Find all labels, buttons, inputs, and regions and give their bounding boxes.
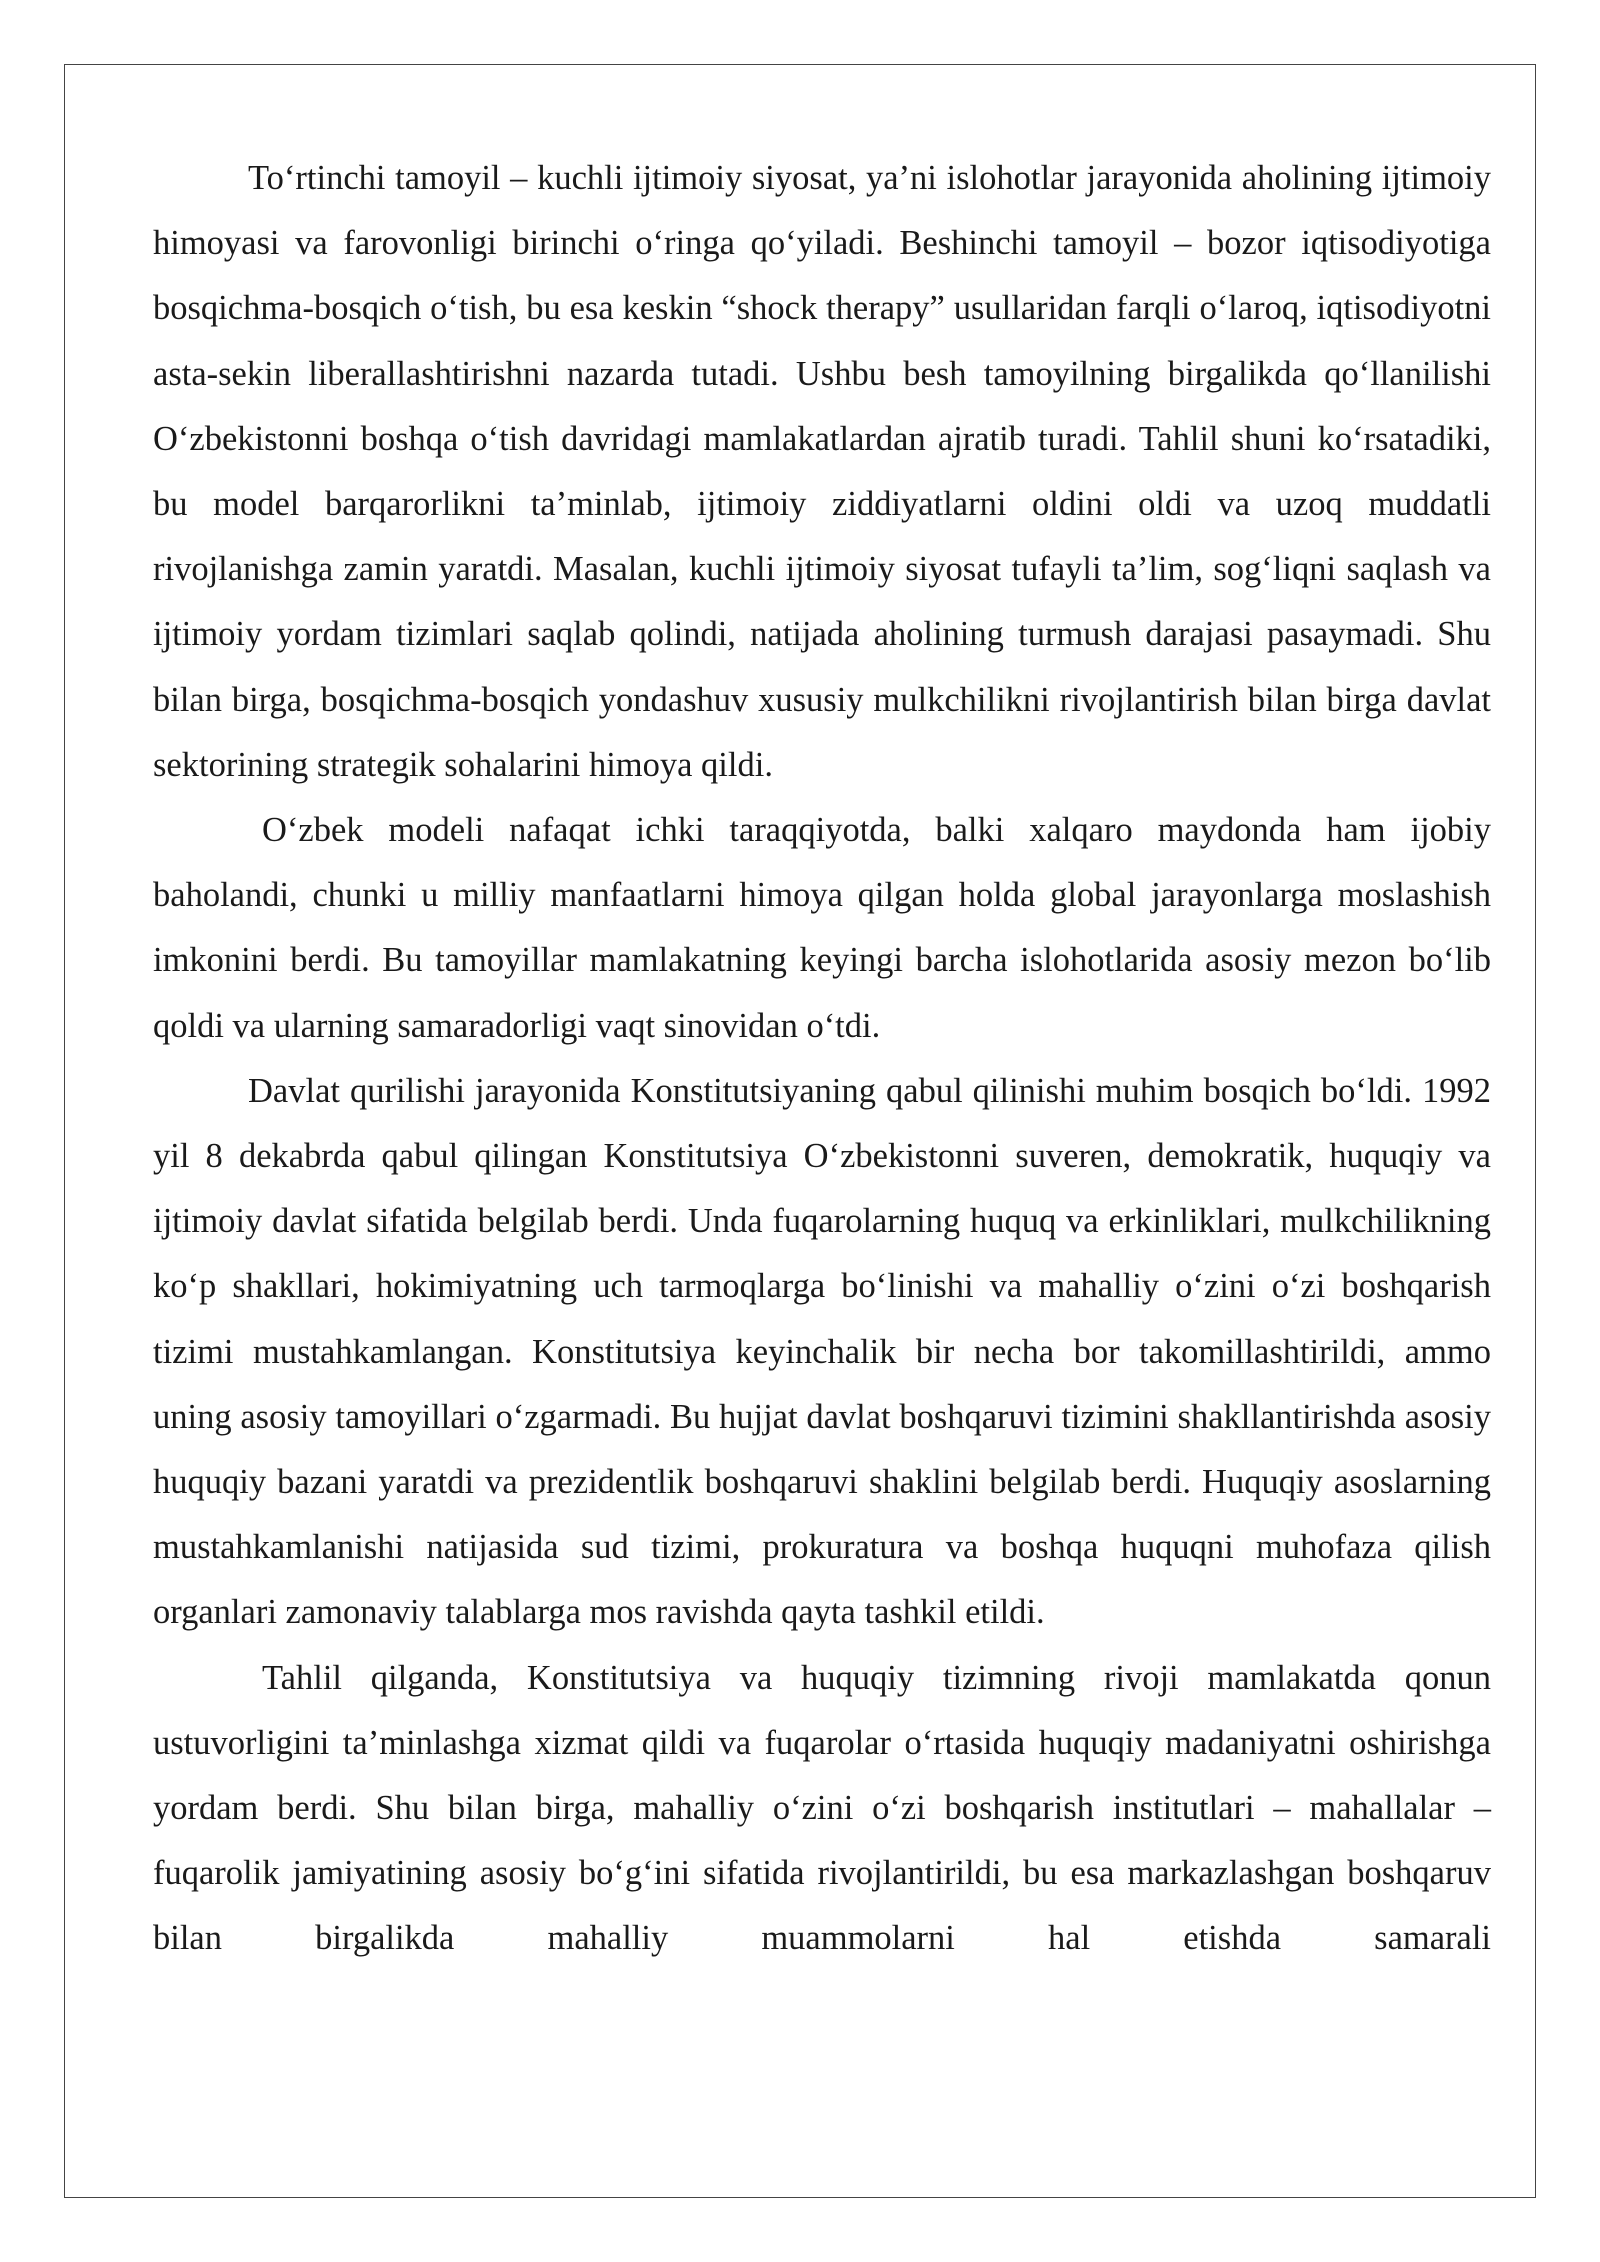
document-body	[153, 146, 1491, 1972]
paragraph-2: O‘zbek modeli nafaqat ichki taraqqiyotda, balki xalqaro maydonda ham ijobiy baholandi, chunki u milliy manfaatlarni himoya qilgan holda global jarayonlarga moslashish imkonini berdi. Bu tamoyillar mamlakatning keyingi barcha islohotlarida asosiy mezon bo‘lib qoldi va ularning samaradorligi vaqt sinovidan o‘tdi.	[153, 811, 1491, 1045]
paragraph-3: Davlat qurilishi jarayonida Konstitutsiyaning qabul qilinishi muhim bosqich bo‘ldi. 1992 yil 8 dekabrda qabul qilingan Konstitutsiya O‘zbekistonni suveren, demokratik, huquqiy va ijtimoiy davlat sifatida belgilab berdi. Unda fuqarolarning huquq va erkinliklari, mulkchilikning ko‘p shakllari, hokimiyatning uch tarmoqlarga bo‘linishi va mahalliy o‘zini o‘zi boshqarish tizimi mustahkamlangan. Konstitutsiya keyinchalik bir necha bor takomillashtirildi, ammo uning asosiy tamoyillari o‘zgarmadi. Bu hujjat davlat boshqaruvi tizimini shakllantirishda asosiy huquqiy bazani yaratdi va prezidentlik boshqaruvi shaklini belgilab berdi. Huquqiy asoslarning mustahkamlanishi natijasida sud tizimi, prokuratura va boshqa huquqni muhofaza qilish organlari zamonaviy talablarga mos ravishda qayta tashkil etildi.	[153, 1071, 1491, 1632]
paragraph-4: Tahlil qilganda, Konstitutsiya va huquqiy tizimning rivoji mamlakatda qonun ustuvorligini ta’minlashga xizmat qildi va fuqarolar o‘rtasida huquqiy madaniyatni oshirishga yordam berdi. Shu bilan birga, mahalliy o‘zini o‘zi boshqarish institutlari – mahallalar – fuqarolik jamiyatining asosiy bo‘g‘ini sifatida rivojlantirildi, bu esa markazlashgan boshqaruv bilan birgalikda mahalliy muammolarni hal etishda samarali	[153, 1658, 1491, 1958]
paragraph-1: To‘rtinchi tamoyil – kuchli ijtimoiy siyosat, ya’ni islohotlar jarayonida aholining ijtimoiy himoyasi va farovonligi birinchi o‘ringa qo‘yiladi. Beshinchi tamoyil – bozor iqtisodiyotiga bosqichma-bosqich o‘tish, bu esa keskin “shock therapy” usullaridan farqli o‘laroq, iqtisodiyotni asta-sekin liberallashtirishni nazarda tutadi. Ushbu besh tamoyilning birgalikda qo‘llanilishi O‘zbekistonni boshqa o‘tish davridagi mamlakatlardan ajratib turadi. Tahlil shuni ko‘rsatadiki, bu model barqarorlikni ta’minlab, ijtimoiy ziddiyatlarni oldini oldi va uzoq muddatli rivojlanishga zamin yaratdi. Masalan, kuchli ijtimoiy siyosat tufayli ta’lim, sog‘liqni saqlash va ijtimoiy yordam tizimlari saqlab qolindi, natijada aholining turmush darajasi pasaymadi. Shu bilan birga, bosqichma-bosqich yondashuv xususiy mulkchilikni rivojlantirish bilan birga davlat sektorining strategik sohalarini himoya qildi.	[153, 159, 1491, 784]
